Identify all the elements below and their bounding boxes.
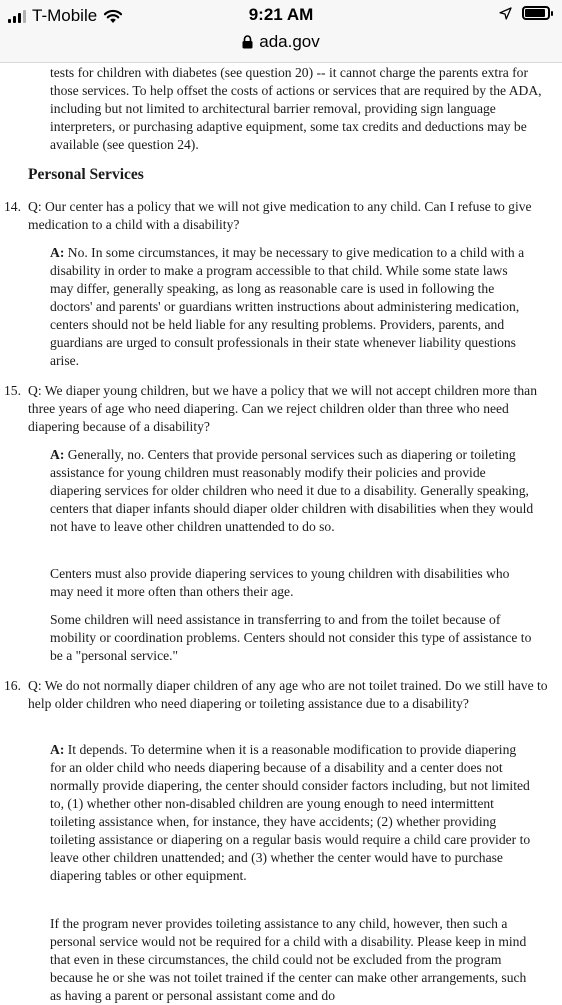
answer-14 — [50, 244, 534, 370]
answer-15-paragraph-2: Centers must also provide diapering services to young children with disabilities who may need it more often than others their age. — [50, 566, 510, 599]
answer-label: A: — [50, 447, 65, 462]
lock-icon — [242, 35, 253, 49]
answer-label: A: — [50, 245, 65, 260]
clock: 9:21 AM — [248, 5, 314, 24]
answer-15 — [50, 446, 534, 536]
answer-15-paragraph-3: Some children will need assistance in transferring to and from the toilet because of mobility or coordination problems. Centers should not consider this type of assistance to be a "personal service." — [50, 612, 532, 663]
location-arrow-icon — [499, 7, 512, 20]
section-title: Personal Services — [28, 166, 144, 183]
status-bar — [0, 0, 562, 63]
question-14-text: Q: Our center has a policy that we will not give medication to any child. Can I refuse to give medication to a child with a disability? — [28, 199, 532, 232]
answer-14-text: No. In some circumstances, it may be necessary to give medication to a child with a disability in order to make a program accessible to that child. While some state laws may differ, generally speaking, as long as reasonable care is used in following the doctors' and parents' or guardians written instructions about administering medication, centers should not be held liable for any resulting problems. Providers, parents, and guardians are urged to consult professionals in their state whenever liability questions arise. — [50, 245, 525, 368]
answer-15-text: Generally, no. Centers that provide personal services such as diapering or toileting assistance for young children must reasonably modify their policies and provide diapering services for older children who need it due to a disability. Generally speaking, centers that diaper infants should diaper older children with disabilities when they would not have to leave other children unattended to do so. — [50, 447, 534, 534]
question-16-text: Q: We do not normally diaper children of any age who are not toilet trained. Do we still have to help older children who need diapering or toileting assistance due to a disability? — [28, 678, 548, 711]
url-text: ada.gov — [259, 32, 320, 51]
answer-16 — [50, 741, 534, 885]
address-bar[interactable] — [0, 32, 562, 52]
intro-paragraph: tests for children with diabetes (see question 20) -- it cannot charge the parents extra for those services. To help offset the costs of actions or services that are required by the ADA, including but not limited to architectural barrier removal, providing sign language interpreters, or purchasing adaptive equipment, some tax credits and deductions may be available (see question 24). — [50, 65, 542, 152]
question-number-16: 16. — [4, 678, 21, 693]
answer-16-text: It depends. To determine when it is a reasonable modification to provide diapering for an older child who needs diapering because of a disability and a center does not normally provide diapering, the center should consider factors including, but not limited to, (1) whether other non-disabled children are young enough to need intermittent toileting assistance when, for instance, they have accidents; (2) whether providing toileting assistance or diapering on a regular basis would require a child care provider to leave other children unattended; and (3) whether the center would have to purchase diapering tables or other equipment. — [50, 742, 531, 883]
question-15-text: Q: We diaper young children, but we have a policy that we will not accept children more than three years of age who need diapering. Can we reject children older than three who need diapering because of a disability? — [28, 383, 538, 434]
status-right — [499, 6, 550, 20]
answer-label: A: — [50, 742, 65, 757]
question-number-14: 14. — [4, 199, 21, 214]
answer-16-paragraph-2: If the program never provides toileting assistance to any child, however, then such a personal service would not be required for a child with a disability. Please keep in mind that even in these circumstances, the child could not be excluded from the program because he or she was not toilet trained if the center can make other arrangements, such as having a parent or personal assistant come and do — [50, 916, 527, 1003]
battery-icon — [522, 6, 550, 20]
battery-level — [525, 9, 545, 17]
question-number-15: 15. — [4, 383, 21, 398]
carrier-name: T-Mobile — [32, 6, 98, 25]
